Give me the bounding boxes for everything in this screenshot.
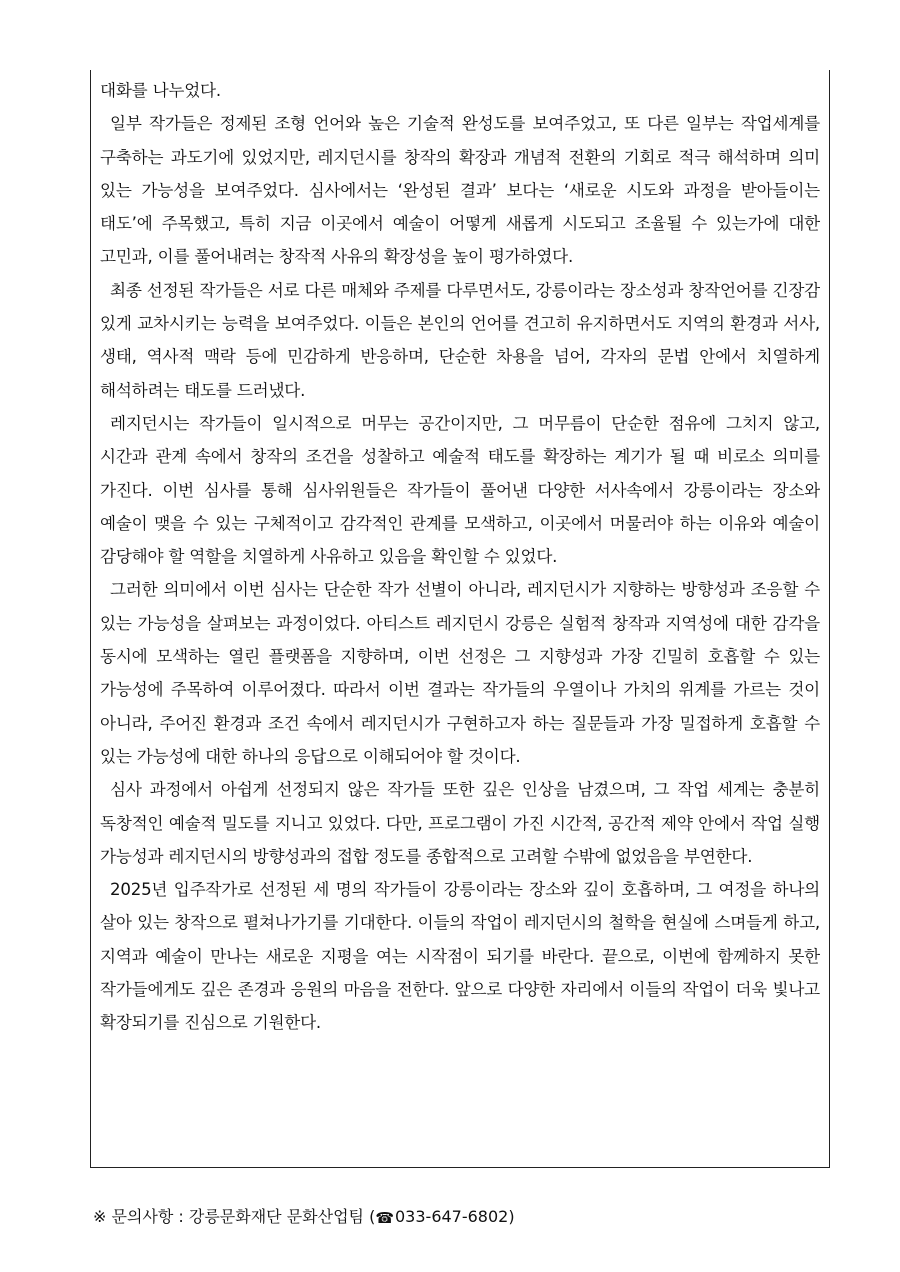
paragraph-continuation: 대화를 나누었다.	[100, 81, 221, 100]
paragraph-review-direction: 그러한 의미에서 이번 심사는 단순한 작가 선별이 아니라, 레지던시가 지향하는 방향성과 조응할 수 있는 가능성을 살펴보는 과정이었다. 아티스트 레지던시 강릉은 실험적 창작과 지역성에 대한 감각을 동시에 모색하는 열린 플랫폼을 지향하며, 이번 선정은 그 지향성과 가장 긴밀히 호흡할 수 있는 가능성에 주목하여 이루어졌다. 따라서 이번 결과는 작가들의 우열이나 가치의 위계를 가르는 것이 아니라, 주어진 환경과 조건 속에서 레지던시가 구현하고자 하는 질문들과 가장 밀접하게 호흡할 수 있는 가능성에 대한 하나의 응답으로 이해되어야 할 것이다.	[100, 580, 820, 766]
paragraph-selected-artists: 최종 선정된 작가들은 서로 다른 매체와 주제를 다루면서도, 강릉이라는 장소성과 창작언어를 긴장감 있게 교차시키는 능력을 보여주었다. 이들은 본인의 언어를 견고히 유지하면서도 지역의 환경과 서사, 생태, 역사적 맥락 등에 민감하게 반응하며, 단순한 차용을 넘어, 각자의 문법 안에서 치열하게 해석하려는 태도를 드러냈다.	[100, 280, 820, 400]
document-body-box	[90, 70, 830, 1168]
paragraph-evaluation: 일부 작가들은 정제된 조형 언어와 높은 기술적 완성도를 보여주었고, 또 다른 일부는 작업세계를 구축하는 과도기에 있었지만, 레지던시를 창작의 확장과 개념적 전환의 기회로 적극 해석하며 의미 있는 가능성을 보여주었다. 심사에서는 ‘완성된 결과’ 보다는 ‘새로운 시도와 과정을 받아들이는 태도’에 주목했고, 특히 지금 이곳에서 예술이 어떻게 새롭게 시도되고 조율될 수 있는가에 대한 고민과, 이를 풀어내려는 창작적 사유의 확장성을 높이 평가하였다.	[100, 114, 820, 267]
contact-note-prefix: ※ 문의사항 : 강릉문화재단 문화산업팀 (	[93, 1207, 376, 1226]
contact-note	[93, 1205, 515, 1229]
telephone-icon: ☎	[375, 1209, 394, 1227]
paragraph-closing: 2025년 입주작가로 선정된 세 명의 작가들이 강릉이라는 장소와 깊이 호흡하며, 그 여정을 하나의 살아 있는 창작으로 펼쳐나가기를 기대한다. 이들의 작업이 레지던시의 철학을 현실에 스며들게 하고, 지역과 예술이 만나는 새로운 지평을 여는 시작점이 되기를 바란다. 끝으로, 이번에 함께하지 못한 작가들에게도 깊은 존경과 응원의 마음을 전한다. 앞으로 다양한 자리에서 이들의 작업이 더욱 빛나고 확장되기를 진심으로 기원한다.	[100, 880, 820, 1033]
paragraph-residency-meaning: 레지던시는 작가들이 일시적으로 머무는 공간이지만, 그 머무름이 단순한 점유에 그치지 않고, 시간과 관계 속에서 창작의 조건을 성찰하고 예술적 태도를 확장하는 계기가 될 때 비로소 의미를 가진다. 이번 심사를 통해 심사위원들은 작가들이 풀어낸 다양한 서사속에서 강릉이라는 장소와 예술이 맺을 수 있는 구체적이고 감각적인 관계를 모색하고, 이곳에서 머물러야 하는 이유와 예술이 감당해야 할 역할을 치열하게 사유하고 있음을 확인할 수 있었다.	[100, 413, 820, 567]
contact-phone: 033-647-6802)	[395, 1207, 515, 1226]
paragraph-unselected-artists: 심사 과정에서 아쉽게 선정되지 않은 작가들 또한 깊은 인상을 남겼으며, 그 작업 세계는 충분히 독창적인 예술적 밀도를 지니고 있었다. 다만, 프로그램이 가진 시간적, 공간적 제약 안에서 작업 실행 가능성과 레지던시의 방향성과의 접합 정도를 종합적으로 고려할 수밖에 없었음을 부연한다.	[100, 780, 820, 866]
